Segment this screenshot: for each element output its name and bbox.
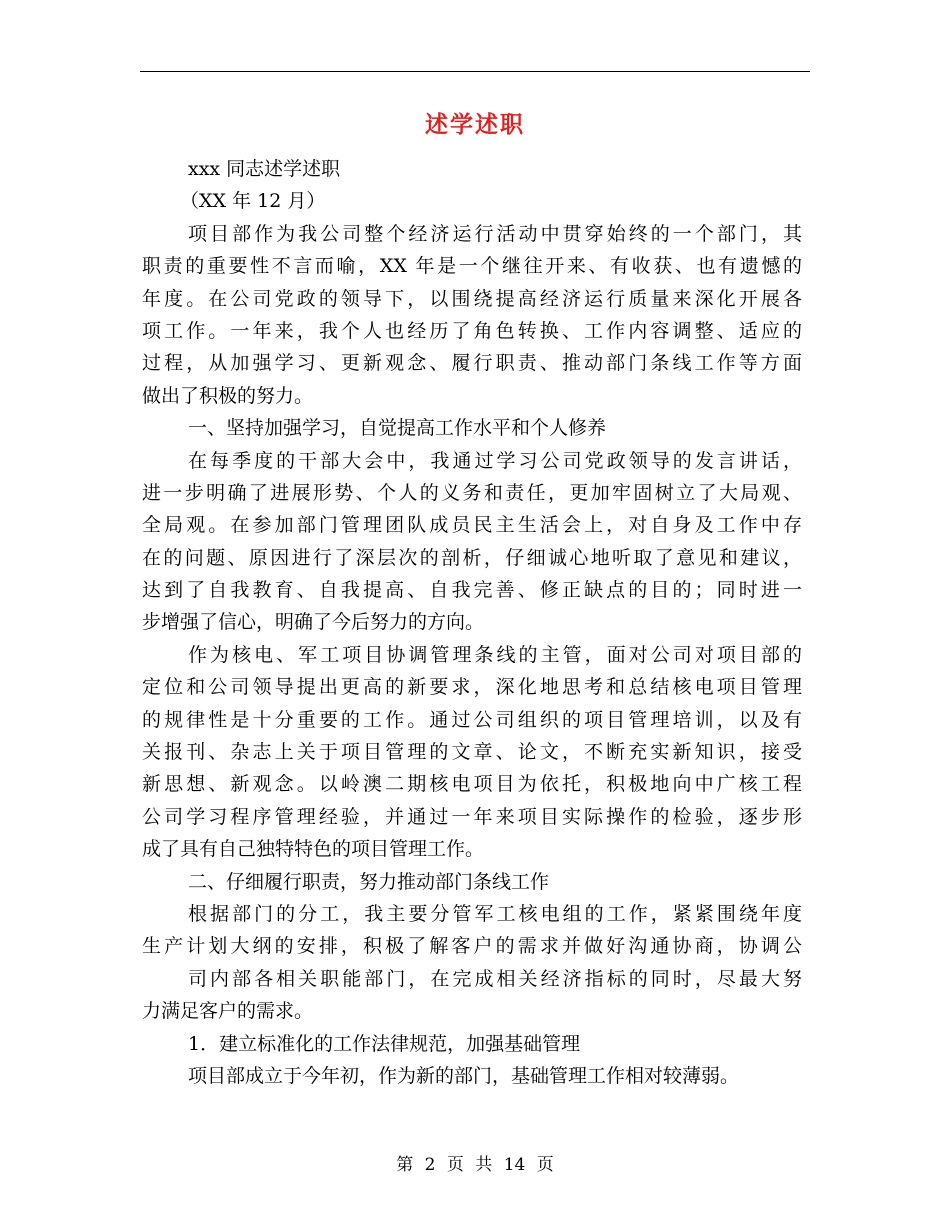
paragraph-line: 在的问题、原因进行了深层次的剖析，仔细诚心地听取了意见和建议， xyxy=(142,546,802,569)
paragraph-line: 步增强了信心，明确了今后努力的方向。 xyxy=(142,611,485,634)
paragraph-line: 项目部成立于今年初，作为新的部门，基础管理工作相对较薄弱。 xyxy=(188,1064,740,1087)
paragraph-line: 关报刊、杂志上关于项目管理的文章、论文，不断充实新知识，接受 xyxy=(142,741,802,764)
date-line: （XX 年 12 月） xyxy=(180,190,326,213)
paragraph-line: 项目部作为我公司整个经济运行活动中贯穿始终的一个部门，其 xyxy=(188,222,802,245)
paragraph-line: 作为核电、军工项目协调管理条线的主管，面对公司对项目部的 xyxy=(188,643,802,666)
header-rule xyxy=(140,71,810,72)
paragraph-line: 司内部各相关职能部门，在完成相关经济指标的同时，尽最大努 xyxy=(188,967,802,990)
paragraph-line: 根据部门的分工，我主要分管军工核电组的工作，紧紧围绕年度 xyxy=(188,902,802,925)
author-line: xxx 同志述学述职 xyxy=(188,158,341,180)
paragraph-line: 全局观。在参加部门管理团队成员民主生活会上，对自身及工作中存 xyxy=(142,514,802,537)
paragraph-line: 公司学习程序管理经验，并通过一年来项目实际操作的检验，逐步形 xyxy=(142,805,802,828)
paragraph-line: 项工作。一年来，我个人也经历了角色转换、工作内容调整、适应的 xyxy=(142,319,802,342)
paragraph-line: 的规律性是十分重要的工作。通过公司组织的项目管理培训，以及有 xyxy=(142,708,802,731)
page-footer: 第 2 页 共 14 页 xyxy=(396,1155,554,1175)
subsection-heading: 1．建立标准化的工作法律规范，加强基础管理 xyxy=(188,1032,581,1055)
paragraph-line: 过程，从加强学习、更新观念、履行职责、推动部门条线工作等方面 xyxy=(142,352,802,375)
document-body xyxy=(142,153,802,1092)
paragraph-line: 职责的重要性不言而喻，XX 年是一个继往开来、有收获、也有遗憾的 xyxy=(142,255,802,278)
paragraph-line: 成了具有自己独特特色的项目管理工作。 xyxy=(142,838,485,861)
section-heading: 二、仔细履行职责，努力推动部门条线工作 xyxy=(188,870,550,893)
paragraph-line: 力满足客户的需求。 xyxy=(142,1000,314,1023)
paragraph-line: 达到了自我教育、自我提高、自我完善、修正缺点的目的；同时进一 xyxy=(142,579,802,602)
paragraph-line: 进一步明确了进展形势、个人的义务和责任，更加牢固树立了大局观、 xyxy=(142,481,802,504)
paragraph-line: 在每季度的干部大会中，我通过学习公司党政领导的发言讲话， xyxy=(188,449,802,472)
section-heading: 一、坚持加强学习，自觉提高工作水平和个人修养 xyxy=(188,417,607,440)
document-title: 述学述职 xyxy=(425,112,525,138)
paragraph-line: 生产计划大纲的安排，积极了解客户的需求并做好沟通协商，协调公 xyxy=(142,935,802,958)
paragraph-line: 做出了积极的努力。 xyxy=(142,384,314,407)
paragraph-line: 年度。在公司党政的领导下，以围绕提高经济运行质量来深化开展各 xyxy=(142,287,802,310)
paragraph-line: 新思想、新观念。以岭澳二期核电项目为依托，积极地向中广核工程 xyxy=(142,773,802,796)
paragraph-line: 定位和公司领导提出更高的新要求，深化地思考和总结核电项目管理 xyxy=(142,676,802,699)
